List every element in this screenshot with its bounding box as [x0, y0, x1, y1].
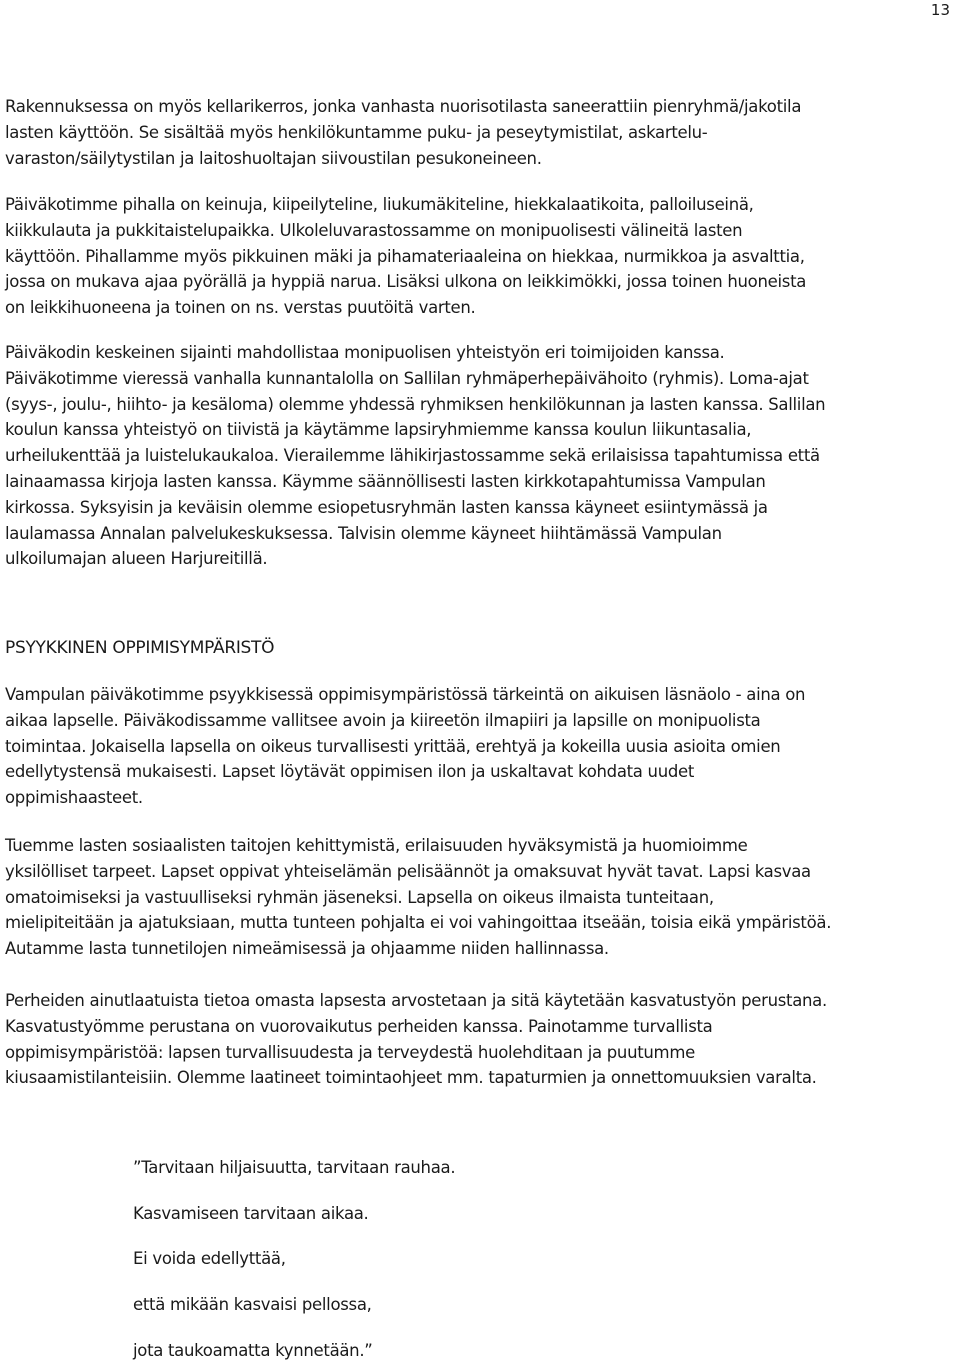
text-line: laulamassa Annalan palvelukeskuksessa. Talvisin olemme käyneet hiihtämässä Vampulan: [5, 523, 722, 543]
text-line: Perheiden ainutlaatuista tietoa omasta lapsesta arvostetaan ja sitä käytetään kasvatustyön perustana.: [5, 991, 827, 1010]
text-line: on leikkihuoneena ja toinen on ns. verstas puutöitä varten.: [5, 298, 476, 318]
text-line: kiikkulauta ja pukkitaistelupaikka. Ulkoleluvarastossamme on monipuolisesti välineitä lasten: [5, 220, 743, 240]
paragraph-cooperation: [5, 340, 960, 572]
text-line: Päiväkotimme pihalla on keinuja, kiipeilyteline, liukumäkiteline, hiekkalaatikoita, palloiluseinä,: [5, 195, 754, 214]
paragraph-families: [5, 988, 960, 1091]
text-line: kirkossa. Syksyisin ja keväisin olemme esiopetusryhmän lasten kanssa käyneet esiintymässä ja: [5, 497, 768, 517]
text-line: käyttöön. Pihallamme myös pikkuinen mäki ja pihamateriaaleina on hiekkaa, nurmikkoa ja asvalttia,: [5, 246, 805, 266]
text-line: Kasvatustyömme perustana on vuorovaikutus perheiden kanssa. Painotamme turvallista: [5, 1016, 713, 1036]
text-line: Rakennuksessa on myös kellarikerros, jonka vanhasta nuorisotilasta saneerattiin pienryhmä/jakotila: [5, 97, 802, 116]
text-line: mielipiteitään ja ajatuksiaan, mutta tunteen pohjalta ei voi vahingoittaa itseään, toisia eikä ympäristöä.: [5, 913, 832, 933]
quote-line: Kasvamiseen tarvitaan aikaa.: [133, 1204, 369, 1223]
paragraph-yard: [5, 192, 960, 321]
quote-line: ”Tarvitaan hiljaisuutta, tarvitaan rauhaa.: [133, 1158, 456, 1177]
text-line: yksilölliset tarpeet. Lapset oppivat yhteiselämän pelisäännöt ja omaksuvat hyvät tavat. Lapsi kasvaa: [5, 861, 811, 881]
text-line: Vampulan päiväkotimme psyykkisessä oppimisympäristössä tärkeintä on aikuisen läsnäolo - aina on: [5, 685, 806, 704]
text-line: Päiväkodin keskeinen sijainti mahdollistaa monipuolisen yhteistyön eri toimijoiden kanssa.: [5, 343, 725, 362]
text-line: oppimisympäristöä: lapsen turvallisuudesta ja terveydestä huolehditaan ja puutumme: [5, 1042, 695, 1062]
text-line: ulkoilumajan alueen Harjureitillä.: [5, 549, 268, 569]
quote-line: jota taukoamatta kynnetään.”: [133, 1341, 373, 1360]
text-line: koulun kanssa yhteistyö on tiivistä ja käytämme lapsiryhmiemme kanssa koulun liikuntasalia,: [5, 420, 752, 440]
text-line: urheilukenttää ja luistelukaukaloa. Vierailemme lähikirjastossamme sekä erilaisissa tapahtumissa että: [5, 446, 820, 466]
text-line: Autamme lasta tunnetilojen nimeämisessä ja ohjaamme niiden hallinnassa.: [5, 939, 609, 959]
text-line: oppimishaasteet.: [5, 788, 143, 808]
text-line: jossa on mukava ajaa pyörällä ja hyppiä narua. Lisäksi ulkona on leikkimökki, jossa toinen huoneista: [5, 272, 807, 292]
text-line: varaston/säilytystilan ja laitoshuoltajan siivoustilan pesukoneineen.: [5, 148, 542, 168]
text-line: Päiväkotimme vieressä vanhalla kunnantalolla on Sallilan ryhmäperhepäivähoito (ryhmis). Loma-ajat: [5, 368, 809, 388]
text-line: aikaa lapselle. Päiväkodissamme vallitsee avoin ja kiireetön ilmapiiri ja lapsille on monipuolista: [5, 710, 761, 730]
text-line: (syys-, joulu-, hiihto- ja kesäloma) olemme yhdessä ryhmiksen henkilökunnan ja lasten kanssa. Sallilan: [5, 394, 826, 414]
paragraph-social-skills: [5, 833, 960, 962]
page-number: 13: [930, 1, 950, 19]
text-line: edellytystensä mukaisesti. Lapset löytävät oppimisen ilon ja uskaltavat kohdata uudet: [5, 762, 695, 782]
quote-line: Ei voida edellyttää,: [133, 1249, 286, 1268]
text-line: Tuemme lasten sosiaalisten taitojen kehittymistä, erilaisuuden hyväksymistä ja huomioimme: [5, 836, 748, 855]
paragraph-psychological: [5, 682, 960, 811]
text-line: lainaamassa kirjoja lasten kanssa. Käymme säännöllisesti lasten kirkkotapahtumissa Vampulan: [5, 471, 766, 491]
text-line: toimintaa. Jokaisella lapsella on oikeus turvallisesti yrittää, erehtyä ja kokeilla uusia asioita omien: [5, 736, 781, 756]
text-line: kiusaamistilanteisiin. Olemme laatineet toimintaohjeet mm. tapaturmien ja onnettomuuksien varalta.: [5, 1068, 817, 1088]
section-heading: PSYYKKINEN OPPIMISYMPÄRISTÖ: [5, 638, 275, 658]
text-line: omatoimiseksi ja vastuulliseksi ryhmän jäseneksi. Lapsella on oikeus ilmaista tunteitaan,: [5, 887, 714, 907]
quote-line: että mikään kasvaisi pellossa,: [133, 1295, 372, 1314]
text-line: lasten käyttöön. Se sisältää myös henkilökuntamme puku- ja peseytymistilat, askartelu-: [5, 122, 708, 142]
paragraph-basement: [5, 94, 960, 171]
